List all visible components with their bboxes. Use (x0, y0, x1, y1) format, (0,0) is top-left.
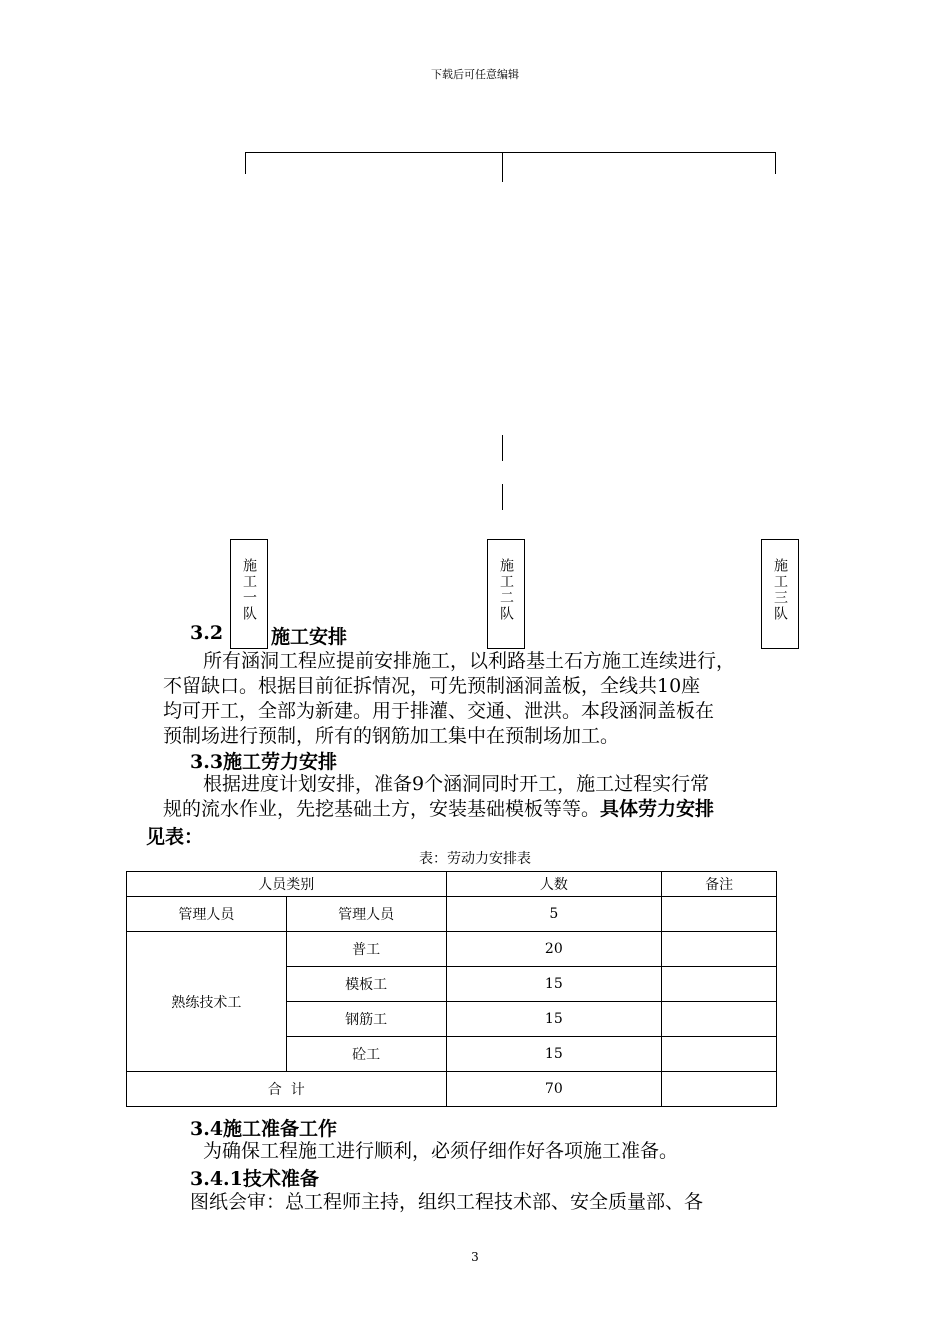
team-box-3 (761, 539, 799, 649)
section-3-3-heading: 3.3施工劳力安排 (190, 751, 338, 773)
org-chart-center-drop (502, 152, 503, 182)
team-box-1 (230, 539, 268, 649)
mgmt-remark (662, 897, 777, 932)
labor-table (126, 871, 777, 1107)
team-box-2-label: 施工二队 (498, 558, 514, 622)
org-chart-right-drop (775, 152, 776, 174)
section-3-2-line-1: 所有涵洞工程应提前安排施工，以利路基土石方施工连续进行， (203, 650, 736, 672)
page-header-note: 下载后可任意编辑 (431, 68, 519, 81)
total-count: 70 (446, 1072, 662, 1107)
skilled-remark (662, 1002, 777, 1037)
total-label: 合 计 (127, 1072, 447, 1107)
skilled-type: 普工 (286, 932, 446, 967)
section-3-3-line-1: 根据进度计划安排，准备9个涵洞同时开工，施工过程实行常 (203, 773, 710, 795)
table-row (127, 932, 777, 967)
org-chart-left-drop (245, 152, 246, 174)
team-box-3-label: 施工三队 (772, 558, 788, 622)
team-box-1-label: 施工一队 (241, 558, 257, 622)
skilled-count: 15 (446, 1002, 662, 1037)
skilled-count: 15 (446, 1037, 662, 1072)
org-chart-connector-2 (502, 484, 503, 510)
page-number: 3 (471, 1250, 479, 1264)
table-caption: 表：劳动力安排表 (419, 851, 531, 867)
section-3-2-line-4: 预制场进行预制，所有的钢筋加工集中在预制场加工。 (163, 725, 620, 747)
skilled-type: 砼工 (286, 1037, 446, 1072)
section-3-3-line-2-bold: 具体劳力安排 (600, 798, 715, 820)
section-3-2-title: 施工安排 (271, 626, 348, 648)
skilled-group: 熟练技术工 (127, 932, 287, 1072)
mgmt-group: 管理人员 (127, 897, 287, 932)
header-category: 人员类别 (127, 872, 447, 897)
org-chart-top-bar (245, 152, 776, 153)
table-header-row (127, 872, 777, 897)
skilled-remark (662, 932, 777, 967)
section-3-2-line-2: 不留缺口。根据目前征拆情况，可先预制涵洞盖板，全线共10座 (163, 675, 701, 697)
section-3-4-1-line: 图纸会审：总工程师主持，组织工程技术部、安全质量部、各 (190, 1191, 704, 1213)
section-3-4-1-heading: 3.4.1技术准备 (190, 1168, 319, 1190)
org-chart-connector-1 (502, 435, 503, 461)
skilled-count: 20 (446, 932, 662, 967)
mgmt-count: 5 (446, 897, 662, 932)
section-3-3-line-2-text: 规的流水作业，先挖基础土方，安装基础模板等等。 (163, 798, 601, 820)
section-3-3-line-2 (163, 796, 714, 822)
section-3-2-number: 3.2 (190, 622, 224, 644)
section-3-4-heading: 3.4施工准备工作 (190, 1118, 338, 1140)
header-count: 人数 (446, 872, 662, 897)
skilled-type: 模板工 (286, 967, 446, 1002)
section-3-4-line: 为确保工程施工进行顺利，必须仔细作好各项施工准备。 (203, 1140, 679, 1162)
section-3-3-line-3: 见表： (146, 826, 204, 848)
table-total-row (127, 1072, 777, 1107)
skilled-count: 15 (446, 967, 662, 1002)
team-box-2 (487, 539, 525, 649)
total-remark (662, 1072, 777, 1107)
table-row (127, 897, 777, 932)
header-remark: 备注 (662, 872, 777, 897)
mgmt-type: 管理人员 (286, 897, 446, 932)
skilled-remark (662, 967, 777, 1002)
skilled-remark (662, 1037, 777, 1072)
section-3-2-line-3: 均可开工，全部为新建。用于排灌、交通、泄洪。本段涵洞盖板在 (163, 700, 715, 722)
skilled-type: 钢筋工 (286, 1002, 446, 1037)
